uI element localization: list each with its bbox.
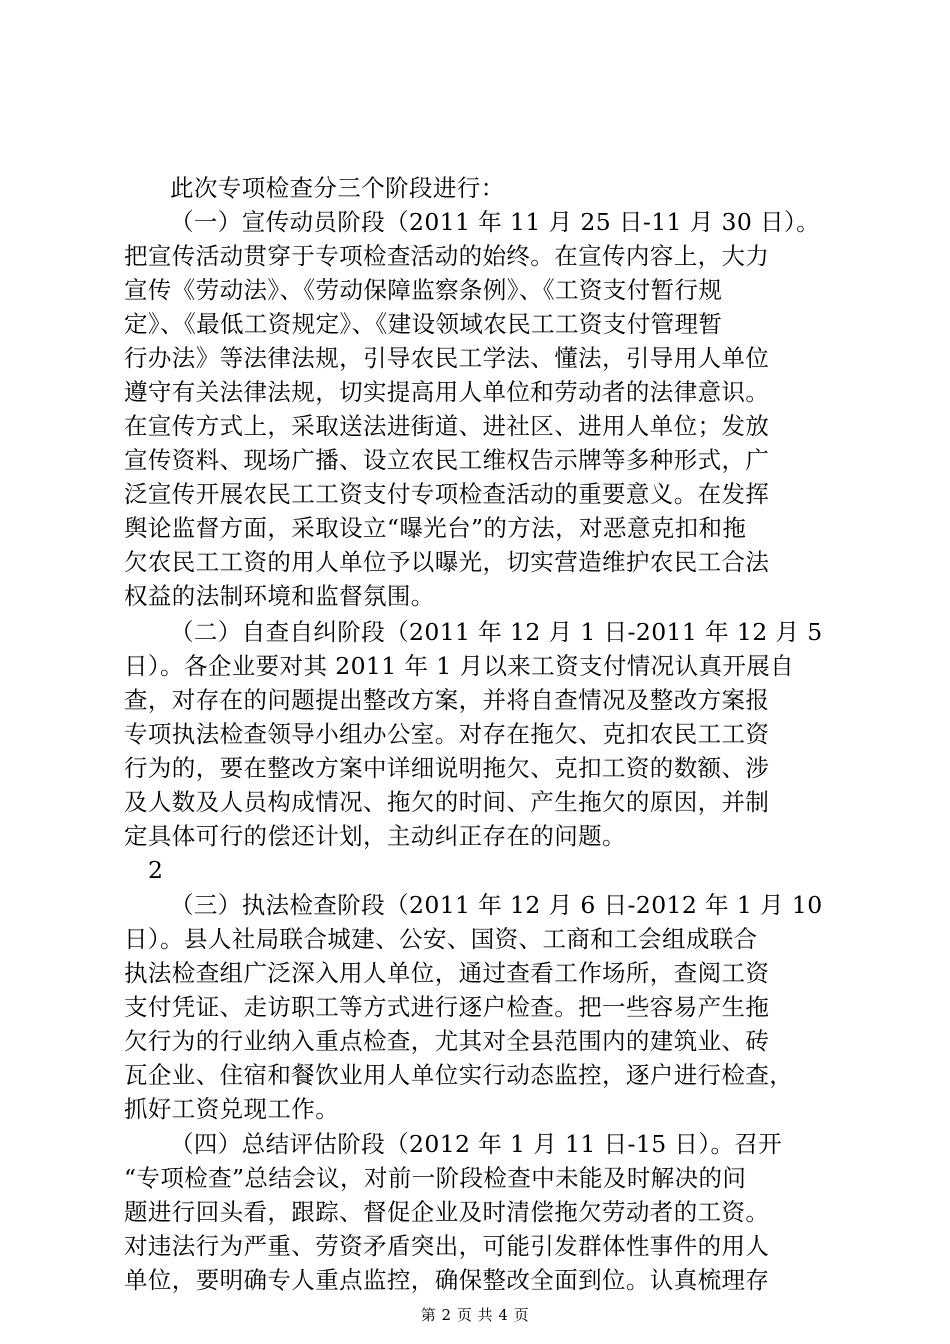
text-line: 行为的，要在整改方案中详细说明拖欠、克扣工资的数额、涉 xyxy=(124,754,770,782)
text-line: 题进行回头看，跟踪、督促企业及时清偿拖欠劳动者的工资。 xyxy=(124,1198,770,1226)
heading-stage-4: （四）总结评估阶段（2012 年 1 月 11 日-15 日）。召开 xyxy=(170,1130,783,1158)
text-line: 行办法》等法律法规，引导农民工学法、懂法，引导用人单位 xyxy=(124,344,770,372)
text-line: 宣传资料、现场广播、设立农民工维权告示牌等多种形式，广 xyxy=(124,446,770,474)
text-line: 执法检查组广泛深入用人单位，通过查看工作场所，查阅工资 xyxy=(124,959,770,987)
text-line: 在宣传方式上，采取送法进街道、进社区、进用人单位；发放 xyxy=(124,412,770,440)
text-line: 瓦企业、住宿和餐饮业用人单位实行动态监控，逐户进行检查， xyxy=(124,1061,794,1089)
text-line: 把宣传活动贯穿于专项检查活动的始终。在宣传内容上，大力 xyxy=(124,242,770,270)
inline-page-marker: 2 xyxy=(148,856,164,884)
text-line: 泛宣传开展农民工工资支付专项检查活动的重要意义。在发挥 xyxy=(124,480,770,508)
paragraph-intro: 此次专项检查分三个阶段进行： xyxy=(170,174,505,202)
text-line: 权益的法制环境和监督氛围。 xyxy=(124,582,435,610)
page-footer: 第 2 页 共 4 页 xyxy=(420,1306,530,1324)
text-line: 舆论监督方面，采取设立“曝光台”的方法，对恶意克扣和拖 xyxy=(124,514,747,542)
text-line: 对违法行为严重、劳资矛盾突出，可能引发群体性事件的用人 xyxy=(124,1232,770,1260)
heading-stage-1: （一）宣传动员阶段（2011 年 11 月 25 日-11 月 30 日）。 xyxy=(170,208,821,236)
text-line: 定具体可行的偿还计划，主动纠正存在的问题。 xyxy=(124,822,626,850)
text-line: 抓好工资兑现工作。 xyxy=(124,1095,340,1123)
text-line: 日）。县人社局联合城建、公安、国资、工商和工会组成联合 xyxy=(124,925,758,953)
text-line: 单位，要明确专人重点监控，确保整改全面到位。认真梳理存 xyxy=(124,1266,770,1294)
heading-stage-3: （三）执法检查阶段（2011 年 12 月 6 日-2012 年 1 月 10 xyxy=(170,891,823,919)
text-line: 专项执法检查领导小组办公室。对存在拖欠、克扣农民工工资 xyxy=(124,720,770,748)
text-line: “专项检查”总结会议，对前一阶段检查中未能及时解决的问 xyxy=(124,1164,747,1192)
text-line: 日）。各企业要对其 2011 年 1 月以来工资支付情况认真开展自 xyxy=(124,652,795,680)
heading-stage-2: （二）自查自纠阶段（2011 年 12 月 1 日-2011 年 12 月 5 xyxy=(170,618,823,646)
text-line: 遵守有关法律法规，切实提高用人单位和劳动者的法律意识。 xyxy=(124,378,770,406)
text-line: 欠农民工工资的用人单位予以曝光，切实营造维护农民工合法 xyxy=(124,548,770,576)
text-line: 查，对存在的问题提出整改方案，并将自查情况及整改方案报 xyxy=(124,686,770,714)
text-line: 定》、《最低工资规定》、《建设领域农民工工资支付管理暂 xyxy=(124,310,723,338)
text-line: 宣传《劳动法》、《劳动保障监察条例》、《工资支付暂行规 xyxy=(124,276,723,304)
text-line: 支付凭证、走访职工等方式进行逐户检查。把一些容易产生拖 xyxy=(124,993,770,1021)
text-line: 及人数及人员构成情况、拖欠的时间、产生拖欠的原因，并制 xyxy=(124,788,770,816)
text-line: 欠行为的行业纳入重点检查，尤其对全县范围内的建筑业、砖 xyxy=(124,1027,770,1055)
